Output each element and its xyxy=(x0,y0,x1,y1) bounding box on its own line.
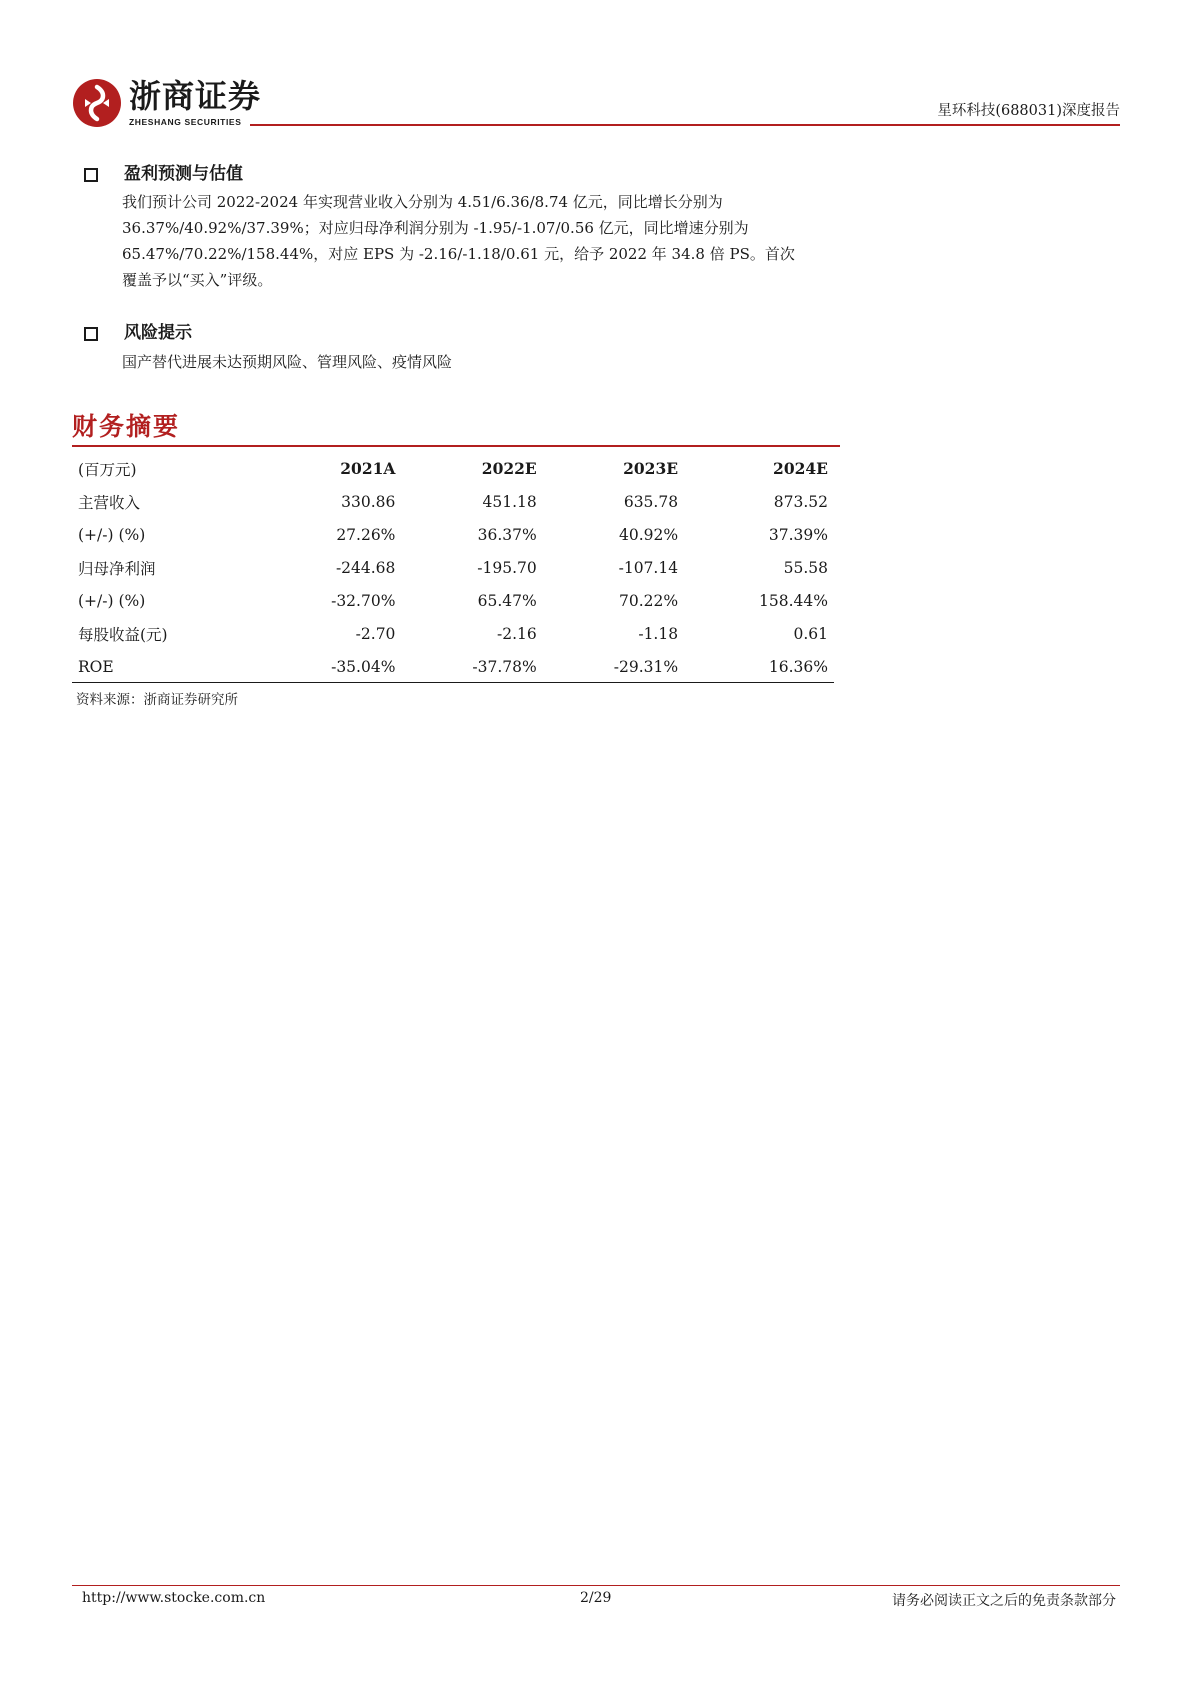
footer-website-link[interactable]: http://www.stocke.com.cn xyxy=(82,1590,266,1606)
table-row xyxy=(72,551,834,584)
table-cell: -29.31% xyxy=(613,657,679,676)
forecast-paragraph xyxy=(122,189,842,293)
table-cell: 65.47% xyxy=(477,591,537,610)
header-cell: 2021A xyxy=(340,459,396,478)
table-cell: 451.18 xyxy=(482,492,537,511)
table-header-row xyxy=(72,452,834,485)
paragraph-line: 65.47%/70.22%/158.44%，对应 EPS 为 -2.16/-1.18/0.61 元，给予 2022 年 34.8 倍 PS。首次 xyxy=(122,245,795,263)
section-heading-risk: 风险提示 xyxy=(124,323,192,343)
paragraph-line: 覆盖予以“买入”评级。 xyxy=(122,271,273,289)
table-cell: -37.78% xyxy=(472,657,537,676)
table-cell: -35.04% xyxy=(331,657,396,676)
table-cell: -244.68 xyxy=(335,558,396,577)
row-label: 归母净利润 xyxy=(78,559,156,578)
row-label: 每股收益(元) xyxy=(78,625,168,644)
row-label: (+/-) (%) xyxy=(78,525,146,544)
zheshang-logo-icon xyxy=(72,78,122,128)
logo-wordmark-cn: 浙商证券 xyxy=(129,77,262,115)
table-top-rule xyxy=(72,445,840,447)
table-cell: -2.70 xyxy=(355,624,396,643)
section-heading-forecast: 盈利预测与估值 xyxy=(124,164,243,184)
row-label: 主营收入 xyxy=(78,493,141,512)
table-row xyxy=(72,518,834,551)
checkbox-bullet-icon xyxy=(84,327,98,341)
paragraph-line: 我们预计公司 2022-2024 年实现营业收入分别为 4.51/6.36/8.74 亿元，同比增长分别为 xyxy=(122,193,723,211)
table-cell: 0.61 xyxy=(793,624,828,643)
table-cell: -107.14 xyxy=(618,558,679,577)
table-cell: 37.39% xyxy=(768,525,828,544)
table-cell: 40.92% xyxy=(618,525,679,544)
table-cell: 635.78 xyxy=(623,492,679,511)
logo-wordmark-en: ZHESHANG SECURITIES xyxy=(129,117,242,127)
table-row xyxy=(72,584,834,617)
checkbox-bullet-icon xyxy=(84,168,98,182)
table-cell: 36.37% xyxy=(477,525,537,544)
header-divider xyxy=(250,124,1120,126)
table-row xyxy=(72,617,834,650)
header-cell: 2022E xyxy=(481,459,537,478)
footer-disclaimer: 请务必阅读正文之后的免责条款部分 xyxy=(892,1593,1116,1609)
table-cell: 70.22% xyxy=(618,591,679,610)
financial-summary-title: 财务摘要 xyxy=(72,412,181,441)
header-cell: 2024E xyxy=(773,459,828,478)
table-cell: -1.18 xyxy=(638,624,679,643)
row-label: ROE xyxy=(78,657,114,676)
header-cell: (百万元) xyxy=(78,460,137,479)
report-title: 星环科技(688031)深度报告 xyxy=(937,103,1120,119)
table-bottom-rule xyxy=(72,682,834,683)
paragraph-line: 36.37%/40.92%/37.39%；对应归母净利润分别为 -1.95/-1.07/0.56 亿元，同比增速分别为 xyxy=(122,219,749,237)
row-label: (+/-) (%) xyxy=(78,591,146,610)
table-row xyxy=(72,650,834,683)
header-cell: 2023E xyxy=(623,459,679,478)
table-cell: -2.16 xyxy=(497,624,537,643)
paragraph-line: 国产替代进展未达预期风险、管理风险、疫情风险 xyxy=(122,353,453,371)
table-row xyxy=(72,485,834,518)
table-cell: -32.70% xyxy=(331,591,396,610)
table-cell: 158.44% xyxy=(759,591,828,610)
table-cell: 330.86 xyxy=(341,492,396,511)
risk-paragraph xyxy=(122,349,452,375)
financial-summary-table xyxy=(72,452,834,683)
table-cell: 873.52 xyxy=(773,492,828,511)
page-number: 2/29 xyxy=(580,1590,612,1606)
footer-divider xyxy=(72,1585,1120,1586)
table-cell: -195.70 xyxy=(477,558,537,577)
table-source-note: 资料来源：浙商证券研究所 xyxy=(76,692,238,708)
table-cell: 16.36% xyxy=(768,657,828,676)
table-cell: 27.26% xyxy=(336,525,396,544)
table-cell: 55.58 xyxy=(783,558,828,577)
